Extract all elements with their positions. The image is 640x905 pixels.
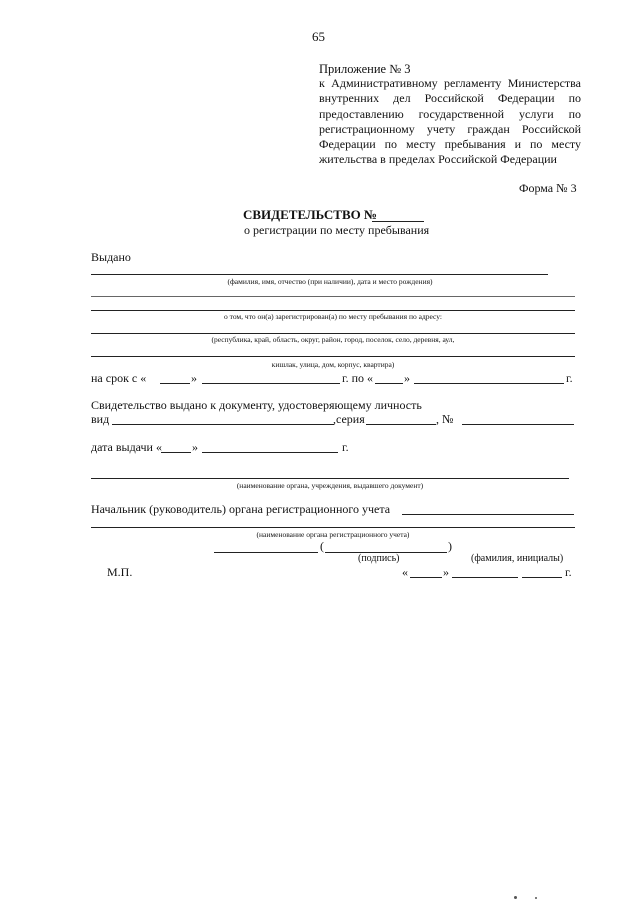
caption-organ-issued: (наименование органа, учреждения, выдавшего документ) (236, 481, 424, 490)
issue-date-label: дата выдачи « (91, 440, 162, 454)
issue-month-year-field[interactable] (202, 452, 338, 453)
term-from-day[interactable] (160, 383, 190, 384)
final-date-year: г. (565, 565, 572, 579)
signature-line[interactable] (214, 552, 318, 553)
annex-line: Федерации по месту пребывания и по месту (319, 137, 581, 152)
annex-line: жительства в пределах Российской Федерации (319, 152, 557, 167)
document-series-label: ,серия (333, 412, 365, 426)
final-month-field[interactable] (452, 577, 518, 578)
term-to-month-year[interactable] (414, 383, 564, 384)
paren-open: ( (320, 539, 324, 553)
term-quote: » (191, 371, 197, 385)
document-number-field[interactable] (462, 424, 574, 425)
final-year-field[interactable] (522, 577, 562, 578)
address-line-2[interactable] (91, 356, 575, 357)
term-quote-2: » (404, 371, 410, 385)
annex-line: внутренних дел Российской Федерации по (319, 91, 581, 106)
issue-date-year: г. (342, 440, 349, 454)
paren-close: ) (448, 539, 452, 553)
issued-label: Выдано (91, 250, 131, 264)
annex-line: к Административному регламенту Министерства (319, 76, 581, 90)
certificate-number-line[interactable] (372, 221, 424, 222)
caption-street: кишлак, улица, дом, корпус, квартира) (271, 360, 395, 369)
caption-surname: (фамилия, инициалы) (471, 553, 564, 564)
organ-issued-line[interactable] (91, 478, 569, 479)
term-from-month-year[interactable] (202, 383, 340, 384)
document-type-label: вид (91, 412, 110, 426)
organ-reg-line[interactable] (91, 527, 575, 528)
caption-region: (республика, край, область, округ, район, город, поселок, село, деревня, аул, (211, 335, 455, 344)
address-line-1[interactable] (91, 333, 575, 334)
document-line: Свидетельство выдано к документу, удостоверяющему личность (91, 398, 422, 412)
term-year-to: г. по « (342, 371, 373, 385)
form-label: Форма № 3 (519, 181, 577, 195)
certificate-subtitle: о регистрации по месту пребывания (244, 223, 430, 237)
annex-line: предоставлению государственной услуги по (319, 106, 581, 121)
scan-speck (535, 897, 537, 899)
term-year-end: г. (566, 371, 573, 385)
final-day-field[interactable] (410, 577, 442, 578)
final-date-open: « (402, 565, 408, 579)
caption-registered: о том, что он(а) зарегистрирован(а) по месту пребывания по адресу: (224, 312, 442, 321)
issue-date-quote: » (192, 440, 198, 454)
head-field-line[interactable] (402, 514, 574, 515)
annex-heading: Приложение № 3 (319, 62, 411, 76)
name-field-line[interactable] (91, 274, 548, 275)
document-series-field[interactable] (366, 424, 436, 425)
registered-line[interactable] (91, 310, 575, 311)
term-prefix: на срок с « (91, 371, 147, 385)
head-label: Начальник (руководитель) органа регистрационного учета (91, 502, 391, 516)
term-to-day[interactable] (375, 383, 403, 384)
annex-text (319, 76, 581, 168)
document-type-field[interactable] (112, 424, 334, 425)
caption-name: (фамилия, имя, отчество (при наличии), дата и место рождения) (227, 277, 433, 286)
name-extra-line[interactable] (91, 296, 575, 297)
page-number: 65 (312, 29, 325, 44)
final-date-close: » (443, 565, 449, 579)
caption-organ-reg: (наименование органа регистрационного учета) (256, 530, 410, 539)
certificate-title: СВИДЕТЕЛЬСТВО № (243, 207, 378, 222)
stamp-label: М.П. (107, 565, 133, 579)
caption-signature: (подпись) (358, 553, 400, 564)
scan-speck (514, 896, 517, 899)
annex-line: регистрационному учету граждан Российской (319, 121, 581, 136)
document-number-label: , № (436, 412, 454, 426)
issue-day-field[interactable] (161, 452, 191, 453)
